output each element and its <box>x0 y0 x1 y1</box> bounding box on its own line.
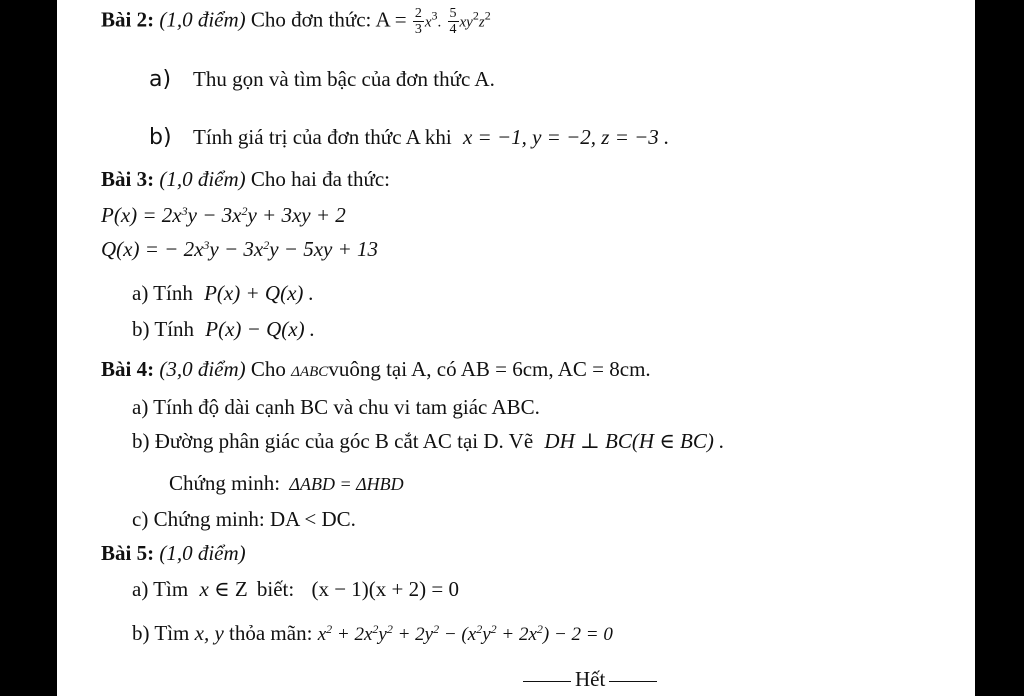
bai2-frac2: $\frac{5}{4}$ <box>449 6 457 37</box>
bai5-heading-line <box>101 540 246 566</box>
bai5-b-mid: thỏa mãn: <box>229 621 313 645</box>
bai3-b-label: b) Tính <box>132 317 195 341</box>
bai4-proof-math: ΔABD = ΔHBD <box>289 474 404 494</box>
bai3-heading: Bài 3: <box>101 167 155 191</box>
bai2-b-text: Tính giá trị của đơn thức A khi <box>193 125 452 149</box>
bai4-a-text: a) Tính độ dài cạnh BC và chu vi tam giác ABC. <box>132 395 540 419</box>
bai2-part-b <box>149 124 669 151</box>
exam-page <box>57 0 975 696</box>
bai3-q-lhs: Q(x) = − 2x <box>101 237 204 261</box>
bai3-p-e2: 2 <box>241 204 248 218</box>
bai3-q-m1: y − 3x <box>209 237 264 261</box>
bai5-part-a <box>132 576 459 602</box>
bai5-part-b <box>132 620 613 648</box>
bai3-p-rest: y + 3xy + 2 <box>247 203 346 227</box>
bai3-b-math: P(x) − Q(x) . <box>205 317 316 341</box>
bai2-frac1: $\frac{2}{3}$ <box>414 6 422 37</box>
bai5-a-math2: (x − 1)(x + 2) = 0 <box>311 577 459 601</box>
bai4-b-math: DH ⊥ BC(H ∈ BC) . <box>544 429 725 453</box>
bai3-poly-p <box>101 202 346 228</box>
bai2-b-math: x = −1, y = −2, z = −3 . <box>462 125 670 149</box>
bai4-part-a <box>132 394 540 420</box>
bai3-q-e1: 3 <box>203 238 210 252</box>
bai3-p-lhs: P(x) = 2x <box>101 203 182 227</box>
bai3-part-a <box>132 280 314 306</box>
bai2-tail-z-exp: 2 <box>484 8 491 23</box>
bai4-intro: Cho <box>250 357 286 381</box>
bai3-intro: Cho hai đa thức: <box>250 167 391 191</box>
bai4-c-text: c) Chứng minh: DA < DC. <box>132 507 356 531</box>
bai4-part-c <box>132 506 356 532</box>
bai3-q-e2: 2 <box>263 238 270 252</box>
bai3-part-b <box>132 316 315 342</box>
bai5-b-equation: $x^2 + 2x^2y^2 + 2y^2 - (x^2y^2 + 2x^2) - 2 = 0$ <box>317 622 613 645</box>
bai4-triangle: ΔABC <box>291 364 329 380</box>
bai3-heading-line <box>101 166 390 192</box>
bai5-points: (1,0 điểm) <box>159 541 246 565</box>
bai2-points: (1,0 điểm) <box>159 7 246 32</box>
bai2-heading-line: Bài 2: (1,0 điểm) Cho đơn thức: A = $\frac{2}{3}$ $x^3$. $\frac{5}{4}$ $xy^2z^2$ <box>101 6 491 37</box>
bai4-proof <box>169 470 404 497</box>
bai5-a-math1: x ∈ <box>199 577 230 601</box>
end-rule-right <box>609 681 657 682</box>
bai5-a-mid: biết: <box>256 577 295 601</box>
bai4-points: (3,0 điểm) <box>159 357 246 381</box>
bai5-b-vars: x, y <box>194 621 224 645</box>
bai3-p-m1: y − 3x <box>187 203 242 227</box>
bai2-frac1-var: x <box>424 14 432 31</box>
bai2-tail: xy <box>459 14 473 31</box>
bai3-poly-q <box>101 236 378 262</box>
bai5-heading: Bài 5: <box>101 541 155 565</box>
bai3-p-e1: 3 <box>181 204 188 218</box>
end-marker <box>519 666 661 692</box>
bai4-heading: Bài 4: <box>101 357 155 381</box>
end-text: Hết <box>575 667 606 691</box>
bai3-q-rest: y − 5xy + 13 <box>269 237 379 261</box>
bai2-a-text: Thu gọn và tìm bậc của đơn thức A. <box>193 67 495 91</box>
bai2-tail-z: z <box>478 14 485 31</box>
bai2-heading: Bài 2: <box>101 7 155 32</box>
bai3-a-label: a) Tính <box>132 281 193 305</box>
bai5-b-label: b) Tìm <box>132 621 190 645</box>
bai2-tail-exp: 2 <box>472 8 479 23</box>
bai3-points: (1,0 điểm) <box>159 167 246 191</box>
bai4-intro2: vuông tại A, có AB = 6cm, AC = 8cm. <box>328 357 651 381</box>
bai5-a-set: Z <box>234 577 248 601</box>
bai4-heading-line <box>101 356 651 385</box>
bai2-expr-lhs: A = <box>375 7 407 32</box>
bai2-b-label: b) <box>149 125 172 150</box>
bai2-part-a <box>149 66 495 93</box>
bai3-a-math: P(x) + Q(x) . <box>204 281 314 305</box>
bai2-intro: Cho đơn thức: <box>250 7 372 32</box>
bai4-proof-label: Chứng minh: <box>169 471 281 495</box>
end-rule-left <box>523 681 571 682</box>
bai2-frac1-exp: 3 <box>431 8 438 23</box>
bai4-part-b <box>132 428 724 454</box>
bai5-a-label: a) Tìm <box>132 577 189 601</box>
bai2-a-label: a) <box>149 67 172 92</box>
bai4-b-text: b) Đường phân giác của góc B cắt AC tại D. Vẽ <box>132 429 534 453</box>
